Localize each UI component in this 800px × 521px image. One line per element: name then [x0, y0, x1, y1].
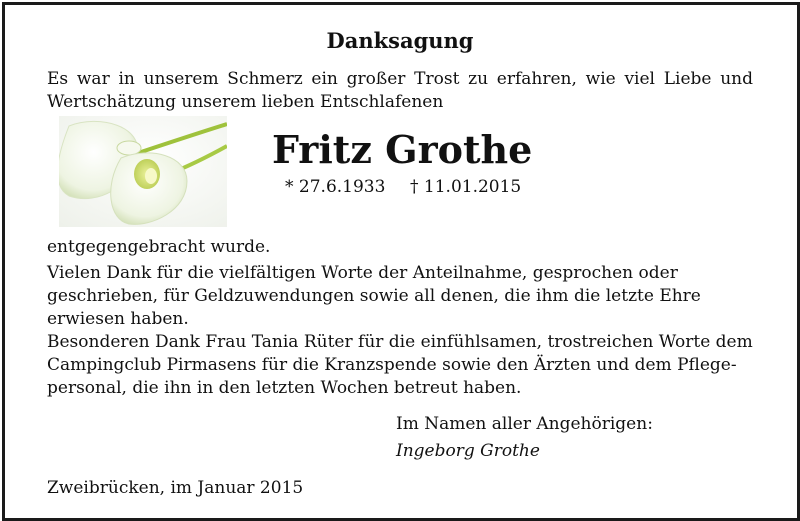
body-line-4: erwiesen haben. — [47, 309, 189, 329]
calla-lily-image — [59, 116, 227, 227]
body-line-6: Campingclub Pirmasens für die Kranzspende sowie den Ärzten und dem Pflege- — [47, 355, 737, 375]
body-line-3: geschrieben, für Geldzuwendungen sowie all denen, die ihm die letzte Ehre — [47, 286, 701, 306]
signature-intro: Im Namen aller Angehörigen: — [396, 414, 653, 434]
body-line-1: entgegengebracht wurde. — [47, 237, 271, 257]
place-date: Zweibrücken, im Januar 2015 — [47, 478, 304, 498]
intro-line-2: Wertschätzung unserem lieben Entschlafenen — [47, 92, 444, 112]
intro-line-1: Es war in unserem Schmerz ein großer Trost zu erfahren, wie viel Liebe und — [47, 69, 753, 89]
body-line-7: personal, die ihn in den letzten Wochen betreut haben. — [47, 378, 522, 398]
body-line-5: Besonderen Dank Frau Tania Rüter für die einfühlsamen, trostreichen Worte dem — [47, 332, 753, 352]
notice-title: Danksagung — [326, 28, 474, 53]
body-line-2: Vielen Dank für die vielfältigen Worte der Anteilnahme, gesprochen oder — [47, 263, 678, 283]
signature-name: Ingeborg Grothe — [396, 441, 540, 461]
death-date: † 11.01.2015 — [410, 177, 522, 197]
deceased-name: Fritz Grothe — [272, 127, 533, 172]
calla-lily-flowers-icon — [59, 116, 227, 227]
birth-date: * 27.6.1933 — [285, 177, 386, 197]
